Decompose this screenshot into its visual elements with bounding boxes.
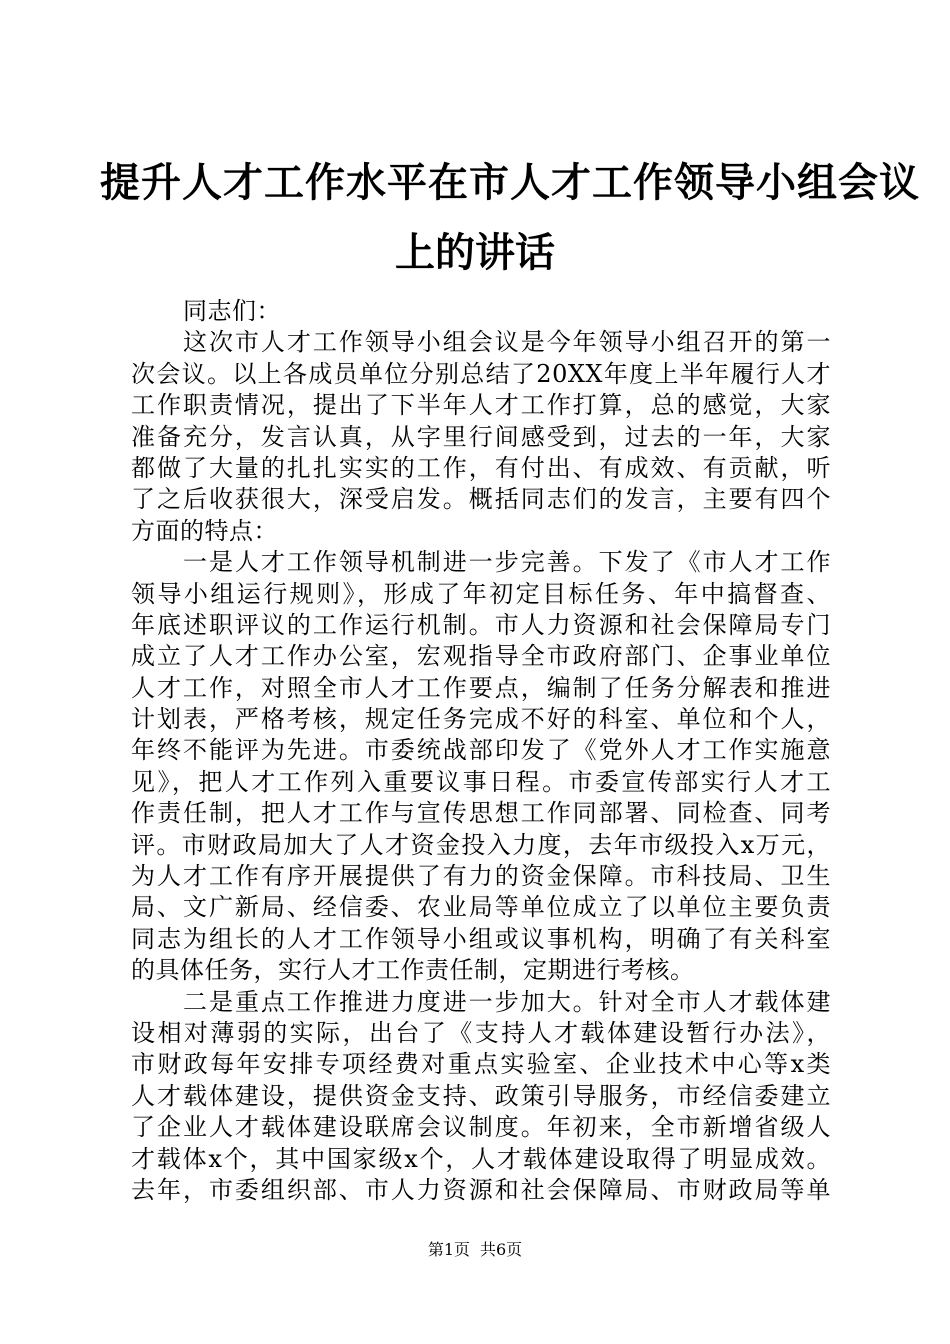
body-line: 人才工作，对照全市人才工作要点，编制了任务分解表和推进 [131, 673, 831, 702]
body-line: 次会议。以上各成员单位分别总结了20XX年度上半年履行人才 [131, 359, 831, 388]
body-line: 一是人才工作领导机制进一步完善。下发了《市人才工作 [183, 548, 831, 577]
body-line: 为人才工作有序开展提供了有力的资金保障。市科技局、卫生 [131, 862, 831, 891]
body-line: 工作职责情况，提出了下半年人才工作打算，总的感觉，大家 [131, 391, 831, 420]
body-line: 方面的特点： [131, 516, 278, 545]
body-line: 成立了人才工作办公室，宏观指导全市政府部门、企事业单位 [131, 642, 831, 671]
document-title-line-2: 上的讲话 [395, 229, 555, 276]
body-line: 见》，把人才工作列入重要议事日程。市委宣传部实行人才工 [131, 767, 831, 796]
document-title-line-1: 提升人才工作水平在市人才工作领导小组会议 [100, 159, 920, 206]
body-line: 同志为组长的人才工作领导小组或议事机构，明确了有关科室 [131, 924, 831, 953]
body-line: 评。市财政局加大了人才资金投入力度，去年市级投入x万元， [131, 830, 831, 859]
body-line: 去年，市委组织部、市人力资源和社会保障局、市财政局等单 [131, 1175, 831, 1204]
body-line: 的具体任务，实行人才工作责任制，定期进行考核。 [131, 956, 695, 985]
page-footer [0, 1238, 950, 1262]
body-line: 都做了大量的扎扎实实的工作，有付出、有成效、有贡献，听 [131, 453, 831, 482]
body-line: 设相对薄弱的实际，出台了《支持人才载体建设暂行办法》， [131, 1018, 831, 1047]
body-line: 作责任制，把人才工作与宣传思想工作同部署、同检查、同考 [131, 799, 831, 828]
page-total: 共6页 [480, 1240, 523, 1259]
document-body [131, 296, 831, 1206]
body-line: 年终不能评为先进。市委统战部印发了《党外人才工作实施意 [131, 736, 831, 765]
body-line: 人才载体建设，提供资金支持、政策引导服务，市经信委建立 [131, 1081, 831, 1110]
body-line: 准备充分，发言认真，从字里行间感受到，过去的一年，大家 [131, 422, 831, 451]
salutation: 同志们： [183, 297, 281, 325]
body-line: 了企业人才载体建设联席会议制度。年初来，全市新增省级人 [131, 1113, 831, 1142]
body-line: 这次市人才工作领导小组会议是今年领导小组召开的第一 [183, 328, 831, 357]
body-line: 市财政每年安排专项经费对重点实验室、企业技术中心等x类 [131, 1050, 831, 1079]
body-line: 年底述职评议的工作运行机制。市人力资源和社会保障局专门 [131, 610, 831, 639]
body-line: 才载体x个，其中国家级x个，人才载体建设取得了明显成效。 [131, 1144, 831, 1173]
body-line: 二是重点工作推进力度进一步加大。针对全市人才载体建 [183, 987, 831, 1016]
body-line: 领导小组运行规则》，形成了年初定目标任务、年中搞督查、 [131, 579, 831, 608]
body-line: 计划表，严格考核，规定任务完成不好的科室、单位和个人， [131, 705, 831, 734]
page-number: 第1页 [427, 1240, 470, 1259]
body-line: 了之后收获很大，深受启发。概括同志们的发言，主要有四个 [131, 485, 831, 514]
body-line: 局、文广新局、经信委、农业局等单位成立了以单位主要负责 [131, 893, 831, 922]
